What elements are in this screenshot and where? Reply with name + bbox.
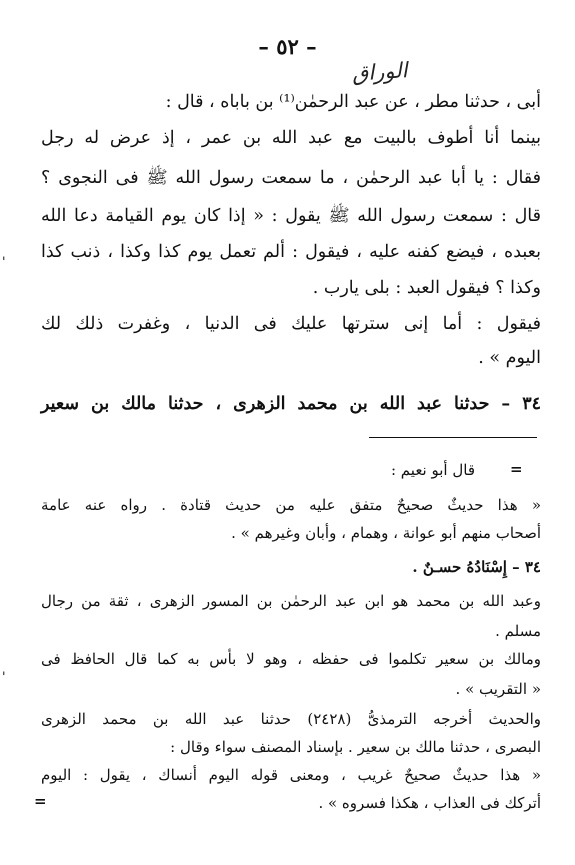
main-line-6: وكذا ؟ فيقول العبد : بلى يارب .	[312, 278, 541, 298]
footnote-line-11: « هذا حديثٌ صحيحٌ غريب ، ومعنى قوله اليوم أنساك ، يقول : اليوم	[41, 766, 541, 784]
footnote-line-10: البصرى ، حدثنا مالك بن سعير . بإسناد المصنف سواء وقال :	[170, 738, 541, 756]
page-number: – ٥٢ –	[258, 34, 317, 59]
main-line-3: فقال : يا أبا عبد الرحمٰن ، ما سمعت رسول الله ﷺ فى النجوى ؟	[41, 168, 541, 188]
footnote-line-4: ٣٤ – إِسْنَادُهُ حسـنٌ .	[412, 558, 541, 576]
continuation-mark-bottom: =	[34, 792, 47, 810]
footnote-divider	[369, 437, 537, 438]
footnote-line-1: قال أبو نعيم :	[390, 461, 475, 479]
main-line-5: بعبده ، فيضع كفنه عليه ، فيقول : ألم تعمل يوم كذا وكذا ، ذنب كذا	[41, 242, 541, 262]
footnote-line-5: وعبد الله بن محمد هو ابن عبد الرحمٰن بن المسور الزهرى ، ثقة من رجال	[41, 592, 541, 610]
main-line-4: قال : سمعت رسول الله ﷺ يقول : « إذا كان يوم القيامة دعا الله	[41, 206, 541, 226]
footnote-line-8: « التقريب » .	[455, 680, 541, 698]
footnote-line-2: « هذا حديثٌ صحيحٌ متفق عليه من حديث قتادة . رواه عنه عامة	[41, 496, 541, 514]
main-line-7: فيقول : أما إنى سترتها عليك فى الدنيا ، وغفرت ذلك لك	[41, 314, 541, 334]
footnote-line-12: أتركك فى العذاب ، هكذا فسروه » .	[318, 794, 541, 812]
handwritten-annotation: الوراق	[351, 58, 409, 86]
main-line-1: أبى ، حدثنا مطر ، عن عبد الرحمٰن⁽¹⁾ بن باباه ، قال :	[165, 92, 541, 112]
footnote-line-9: والحديث أخرجه الترمذىُّ (٢٤٢٨) حدثنا عبد الله بن محمد الزهرى	[41, 710, 541, 728]
footnote-line-3: أصحاب منهم أبو عوانة ، وهمام ، وأبان وغيرهم » .	[231, 524, 541, 542]
footnote-line-7: ومالك بن سعير تكلموا فى حفظه ، وهو لا بأس به كما قال الحافظ فى	[41, 650, 541, 668]
hadith-34-line: ٣٤ – حدثنا عبد الله بن محمد الزهرى ، حدثنا مالك بن سعير	[41, 394, 541, 414]
main-line-8: اليوم » .	[478, 348, 541, 368]
margin-speck: '	[2, 670, 6, 685]
continuation-mark-top: =	[510, 460, 523, 478]
margin-speck: '	[2, 255, 6, 270]
footnote-line-6: مسلم .	[495, 622, 541, 640]
main-line-2: بينما أنا أطوف بالبيت مع عبد الله بن عمر ، إذ عرض له رجل	[41, 128, 541, 148]
